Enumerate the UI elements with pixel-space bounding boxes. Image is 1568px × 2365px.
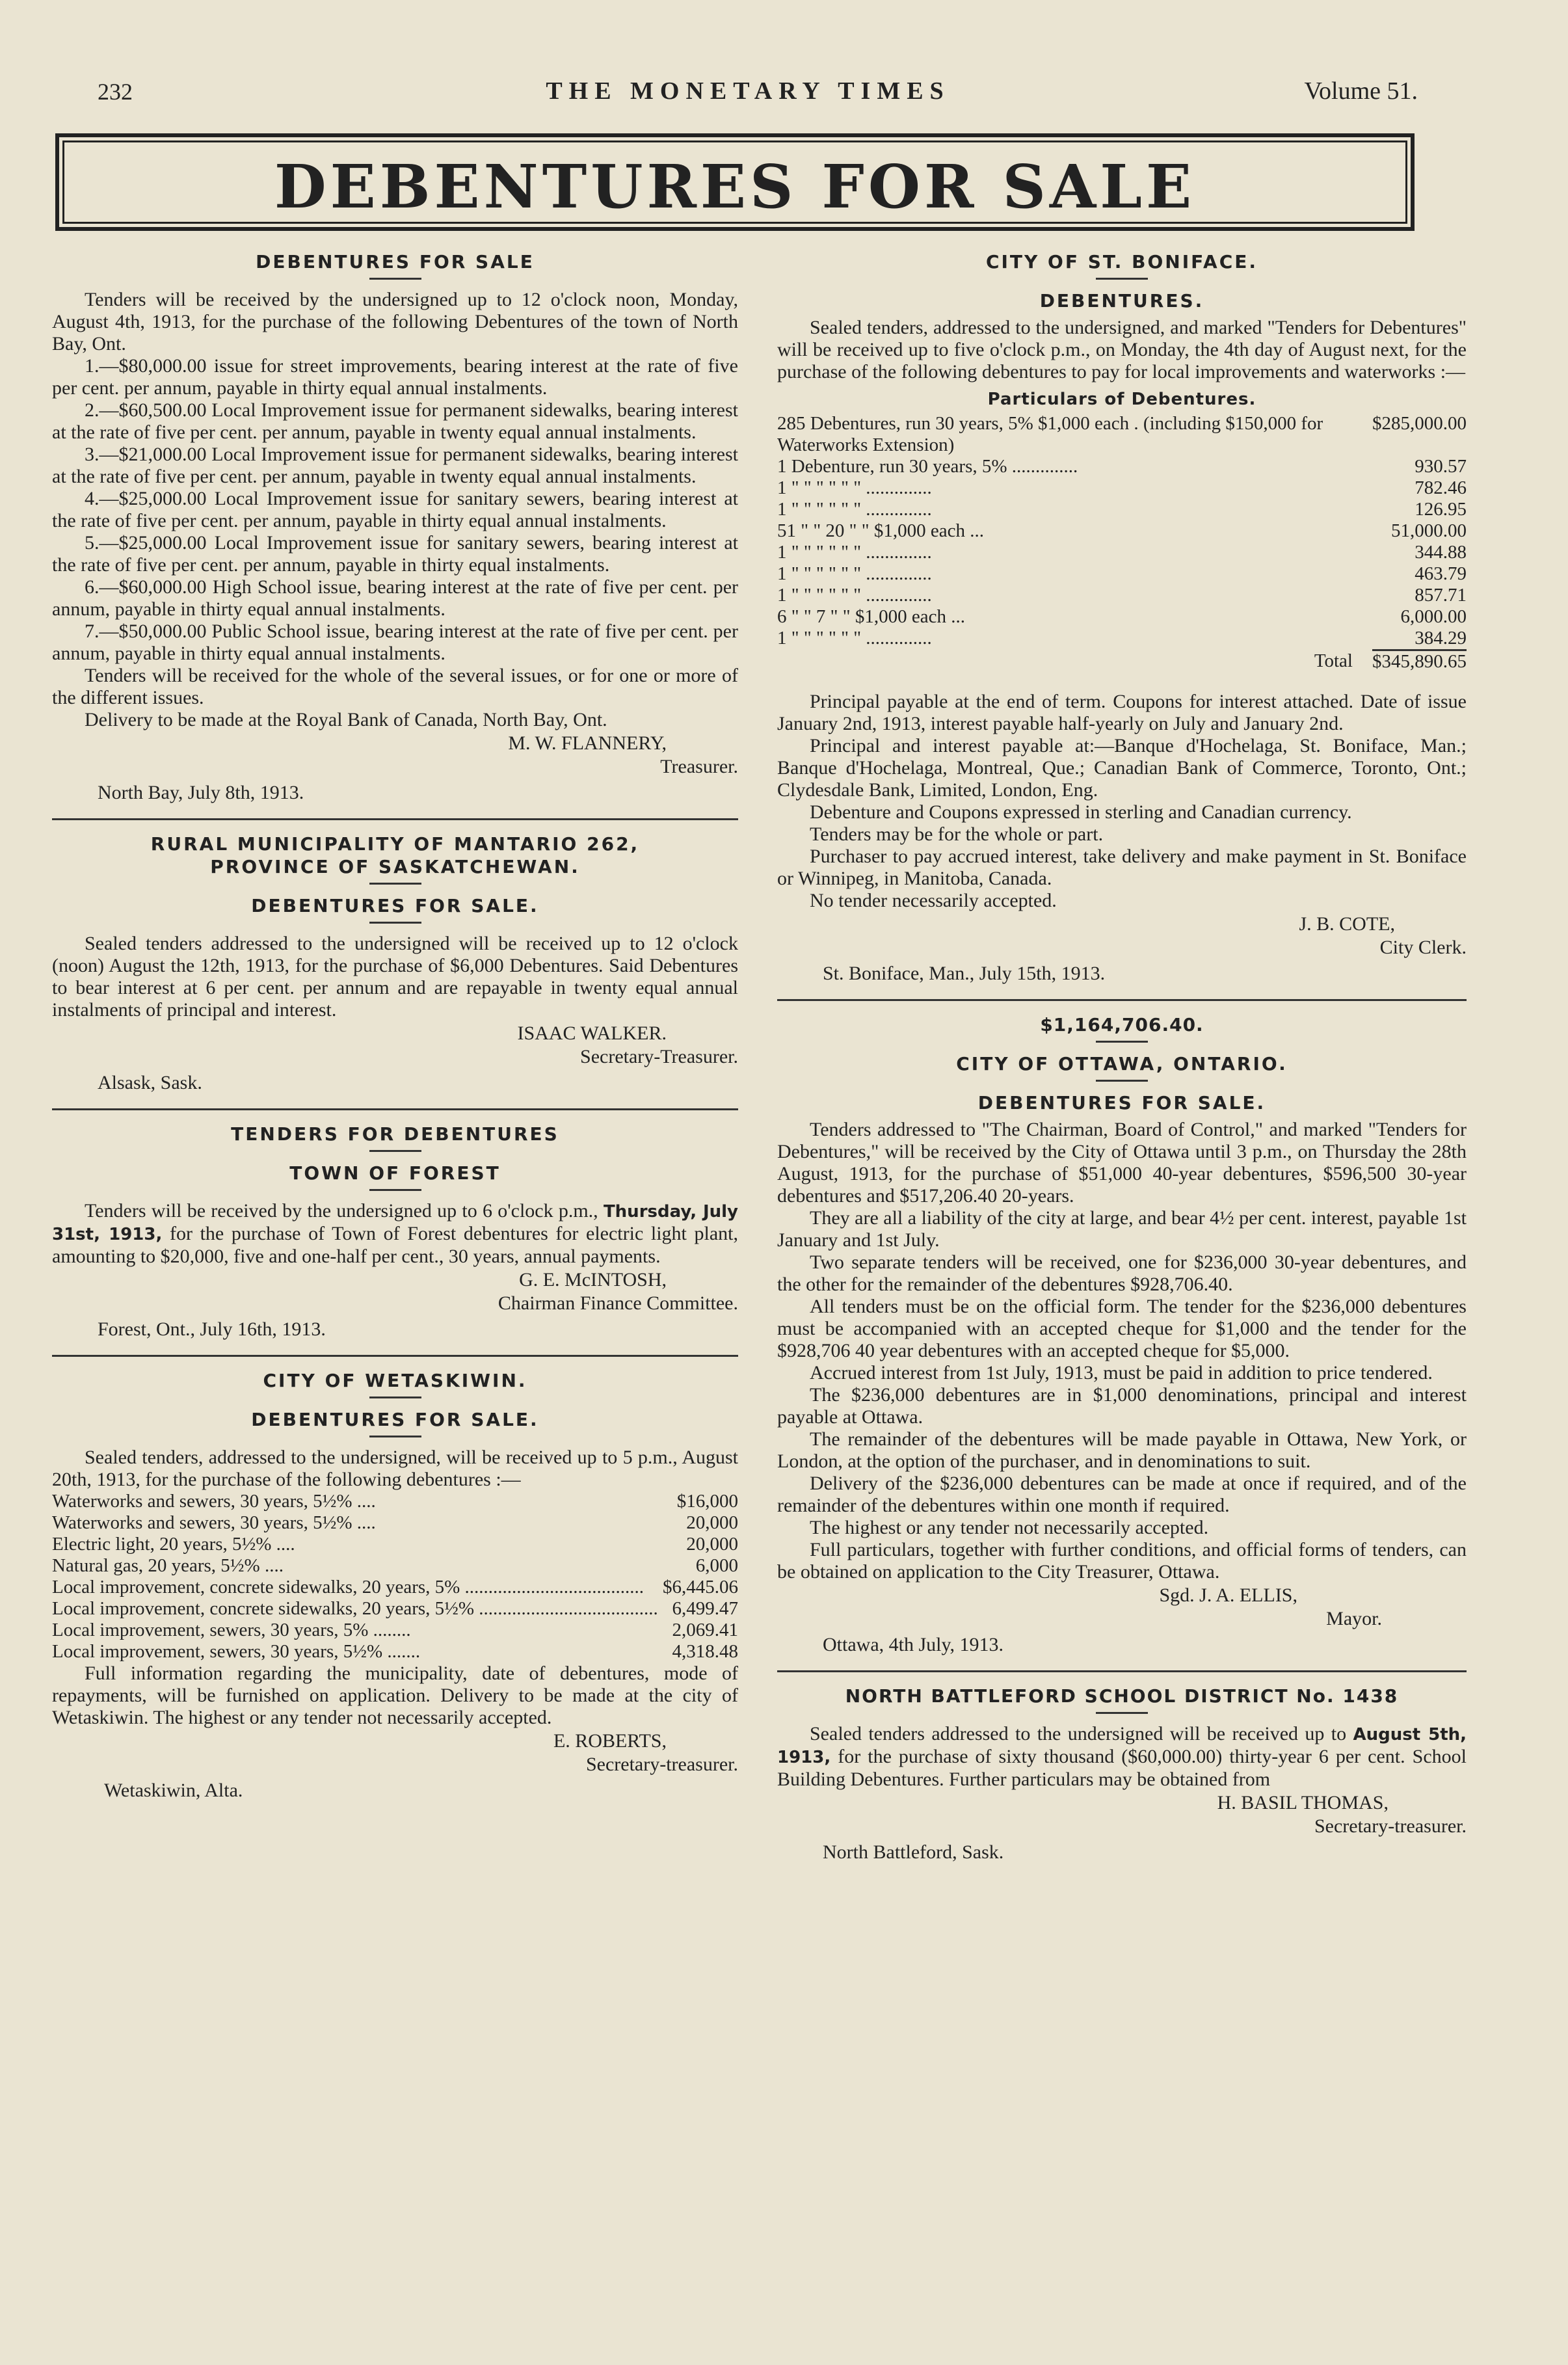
table-row	[777, 628, 1467, 650]
publication-title: THE MONETARY TIMES	[546, 77, 950, 105]
debenture-list	[52, 1491, 738, 1663]
row-amount: 782.46	[1415, 477, 1467, 498]
signer-name: E. ROBERTS,	[553, 1730, 667, 1752]
signer-name: M. W. FLANNERY,	[508, 732, 667, 754]
item-desc: Local improvement, concrete sidewalks, 20 years, 5½% ......................................	[52, 1598, 658, 1619]
item-desc: Local improvement, sewers, 30 years, 5% ........	[52, 1620, 411, 1640]
signer-name: H. BASIL THOMAS,	[1217, 1792, 1389, 1813]
notice-para: Principal and interest payable at:—Banque d'Hochelaga, St. Boniface, Man.; Banque d'Hochelaga, Montreal, Que.; Canadian Bank of Commerce, Toronto, Ont.; Clydesdale Bank, Limited, London, Eng.	[777, 735, 1467, 801]
total-row	[777, 650, 1467, 673]
table-row	[777, 542, 1467, 563]
notice-body: Sealed tenders addressed to the undersigned will be received up to 12 o'clock (noon) August the 12th, 1913, for the purchase of $6,000 Debentures. Said Debentures to bear interest at 6 per cent. per annum and are repayable in twenty equal annual instalments of principal and interest.	[52, 933, 738, 1021]
list-item	[52, 1555, 738, 1577]
notice-st-boniface	[777, 251, 1467, 985]
row-desc: 6 " " 7 " " $1,000 each ...	[777, 606, 965, 627]
list-item	[52, 1641, 738, 1663]
debenture-item: 7.—$50,000.00 Public School issue, bearing interest at the rate of five per cent. per annum, payable in thirty equal annual instalments.	[52, 621, 738, 664]
debenture-item: 5.—$25,000.00 Local Improvement issue for sanitary sewers, bearing interest at the rate of five per cent. per annum, payable in thirty equal instalments.	[52, 532, 738, 576]
signer-role: Treasurer.	[660, 756, 738, 777]
row-desc: 1 " " " " " " ..............	[777, 499, 932, 520]
notice-para: Tenders addressed to "The Chairman, Board of Control," and marked "Tenders for Debentures," will be received by the City of Ottawa until 3 p.m., on Thursday the 28th August, 1913, for the purchase of $51,000 40-year debentures, $596,500 30-year debentures and $517,206.40 20-years.	[777, 1119, 1467, 1207]
list-item	[52, 1491, 738, 1512]
item-desc: Local improvement, sewers, 30 years, 5½% .......	[52, 1641, 421, 1662]
body-text: for the purchase of sixty thousand ($60,000.00) thirty-year 6 per cent. School Building Debentures. Further particulars may be obtained from	[777, 1746, 1467, 1790]
row-desc: 285 Debentures, run 30 years, 5% $1,000 each . (including $150,000 for Waterworks Extension)	[777, 413, 1323, 455]
list-item	[52, 1577, 738, 1598]
notice-amount: $1,164,706.40.	[1040, 1014, 1204, 1036]
total-label: Total	[1314, 650, 1353, 671]
title-rule	[1096, 1080, 1148, 1082]
title-rule	[369, 1436, 421, 1437]
notice-para: Full particulars, together with further conditions, and official forms of tenders, can be obtained on application to the City Treasurer, Ottawa.	[777, 1539, 1467, 1583]
table-row	[777, 413, 1467, 456]
row-amount: 384.29	[1415, 628, 1467, 648]
item-desc: Local improvement, concrete sidewalks, 20 years, 5% ......................................	[52, 1577, 644, 1597]
row-amount: 463.79	[1415, 563, 1467, 584]
table-row	[777, 606, 1467, 628]
left-column	[52, 241, 738, 1802]
total-amount: $345,890.65	[1372, 651, 1467, 672]
notice-para: Purchaser to pay accrued interest, take delivery and make payment in St. Boniface or Winnipeg, in Manitoba, Canada.	[777, 846, 1467, 889]
item-desc: Electric light, 20 years, 5½% ....	[52, 1534, 295, 1555]
list-item	[52, 1512, 738, 1534]
title-rule	[369, 1150, 421, 1152]
volume-label: Volume 51.	[1304, 77, 1418, 105]
signer-role: Mayor.	[1326, 1608, 1382, 1629]
notice-para: The $236,000 debentures are in $1,000 denominations, principal and interest payable at Ottawa.	[777, 1384, 1467, 1428]
place-date: Forest, Ont., July 16th, 1913.	[98, 1318, 326, 1340]
signer-role: City Clerk.	[1379, 937, 1467, 958]
title-rule	[369, 278, 421, 280]
section-banner	[55, 133, 1415, 231]
right-column	[777, 241, 1467, 1864]
row-amount: $285,000.00	[1372, 413, 1467, 434]
title-rule	[369, 1396, 421, 1398]
row-desc: 51 " " 20 " " $1,000 each ...	[777, 520, 984, 541]
item-amount: 2,069.41	[672, 1620, 738, 1640]
notice-intro: Sealed tenders, addressed to the undersigned, and marked "Tenders for Debentures" will be received up to five o'clock p.m., on Monday, the 4th day of August next, for the purchase of the following debentures to pay for local improvements and waterworks :—	[777, 317, 1467, 382]
page-header	[78, 72, 1418, 117]
row-amount: 51,000.00	[1391, 520, 1467, 541]
item-desc: Waterworks and sewers, 30 years, 5½% ....	[52, 1512, 376, 1533]
row-amount: 6,000.00	[1400, 606, 1467, 627]
item-amount: 20,000	[686, 1534, 738, 1555]
spacer	[777, 673, 1467, 691]
signer-name: J. B. COTE,	[1299, 913, 1395, 935]
list-item	[52, 1534, 738, 1555]
notice-title: DEBENTURES FOR SALE	[256, 251, 535, 273]
notice-para: They are all a liability of the city at large, and bear 4½ per cent. interest, payable 1st January and 1st July.	[777, 1207, 1467, 1251]
notice-title: TENDERS FOR DEBENTURES	[231, 1123, 559, 1145]
section-separator	[52, 818, 738, 820]
item-desc: Waterworks and sewers, 30 years, 5½% ....	[52, 1491, 376, 1512]
place: Alsask, Sask.	[98, 1072, 202, 1093]
notice-subtitle: DEBENTURES.	[1039, 290, 1204, 312]
signer-name: ISAAC WALKER.	[517, 1022, 667, 1044]
signer-role: Secretary-treasurer.	[1314, 1815, 1467, 1837]
notice-title: RURAL MUNICIPALITY OF MANTARIO 262,	[150, 833, 640, 855]
signer-role: Secretary-treasurer.	[585, 1754, 738, 1775]
section-separator	[777, 1670, 1467, 1672]
table-row	[777, 456, 1467, 477]
title-rule	[369, 883, 421, 885]
place-date: St. Boniface, Man., July 15th, 1913.	[823, 963, 1106, 984]
notice-forest	[52, 1123, 738, 1341]
row-desc: 1 " " " " " " ..............	[777, 477, 932, 498]
notice-north-bay	[52, 251, 738, 804]
page-number: 232	[98, 79, 133, 105]
notice-para: Two separate tenders will be received, one for $236,000 30-year debentures, and the other for the remainder of the debentures $928,706.40.	[777, 1251, 1467, 1295]
place-date: North Bay, July 8th, 1913.	[98, 782, 304, 803]
notice-para: All tenders must be on the official form. The tender for the $236,000 debentures must be accompanied with an accepted cheque for $1,000 and the tender for the $928,706 40 year debentures with an accepted cheque for $5,000.	[777, 1296, 1467, 1361]
notice-title: CITY OF WETASKIWIN.	[263, 1370, 527, 1391]
row-desc: 1 " " " " " " ..............	[777, 542, 932, 563]
notice-para: The remainder of the debentures will be made payable in Ottawa, New York, or London, at the option of the purchaser, and in denominations to suit.	[777, 1428, 1467, 1472]
notice-para: Principal payable at the end of term. Coupons for interest attached. Date of issue January 2nd, 1913, interest payable half-yearly on July and January 2nd.	[777, 691, 1467, 734]
place-date: Ottawa, 4th July, 1913.	[823, 1634, 1004, 1655]
table-row	[777, 563, 1467, 585]
notice-wetaskiwin	[52, 1370, 738, 1802]
item-amount: $16,000	[676, 1491, 738, 1512]
table-row	[777, 585, 1467, 606]
signer-name: Sgd. J. A. ELLIS,	[1159, 1584, 1297, 1606]
notice-para: No tender necessarily accepted.	[810, 890, 1057, 911]
title-rule	[1096, 278, 1148, 280]
notice-intro: Tenders will be received by the undersigned up to 12 o'clock noon, Monday, August 4th, 1913, for the purchase of the following Debentures of the town of North Bay, Ont.	[52, 289, 738, 354]
tender-deadline: August 5th, 1913,	[777, 1725, 1467, 1767]
row-desc: 1 " " " " " " ..............	[777, 563, 932, 584]
section-separator	[777, 999, 1467, 1001]
notice-subtitle: DEBENTURES FOR SALE.	[977, 1092, 1266, 1114]
item-amount: 6,499.47	[672, 1598, 738, 1619]
notice-body	[52, 1200, 738, 1268]
body-text: for the purchase of Town of Forest debentures for electric light plant, amounting to $20,000, five and one-half per cent., 30 years, annual payments.	[52, 1223, 738, 1267]
notice-intro: Sealed tenders, addressed to the undersigned, will be received up to 5 p.m., August 20th, 1913, for the purchase of the following debentures :—	[52, 1447, 738, 1490]
signer-role: Secretary-Treasurer.	[580, 1046, 738, 1067]
body-text: Tenders will be received by the undersigned up to 6 o'clock p.m.,	[85, 1200, 604, 1222]
table-row	[777, 520, 1467, 542]
list-item	[52, 1620, 738, 1641]
particulars-table	[777, 413, 1467, 673]
item-amount: 4,318.48	[672, 1641, 738, 1662]
closing-note: Full information regarding the municipality, date of debentures, mode of repayments, will be furnished on application. Delivery to be made at the city of Wetaskiwin. The highest or any tender not necessarily accepted.	[52, 1663, 738, 1728]
notice-para: Tenders may be for the whole or part.	[810, 823, 1104, 845]
debenture-item: 4.—$25,000.00 Local Improvement issue for sanitary sewers, bearing interest at the rate of five per cent. per annum, payable in thirty equal annual instalments.	[52, 488, 738, 531]
debenture-item: 2.—$60,500.00 Local Improvement issue for permanent sidewalks, bearing interest at the rate of five per cent. per annum, payable in twenty equal annual instalments.	[52, 399, 738, 443]
item-amount: $6,445.06	[663, 1577, 738, 1597]
debenture-item: 1.—$80,000.00 issue for street improvements, bearing interest at the rate of five per cent. per annum, payable in thirty equal annual instalments.	[52, 355, 738, 399]
notice-subtitle: DEBENTURES FOR SALE.	[251, 895, 539, 916]
notice-subtitle: DEBENTURES FOR SALE.	[251, 1409, 539, 1430]
tender-deadline: Thursday, July 31st, 1913,	[52, 1202, 739, 1244]
table-row	[777, 477, 1467, 499]
row-desc: 1 " " " " " " ..............	[777, 628, 932, 648]
row-amount: 344.88	[1415, 542, 1467, 563]
place: North Battleford, Sask.	[823, 1841, 1004, 1863]
signer-name: G. E. McINTOSH,	[519, 1269, 667, 1290]
notice-para: Debenture and Coupons expressed in sterling and Canadian currency.	[810, 801, 1352, 823]
list-item	[52, 1598, 738, 1620]
debenture-item: 6.—$60,000.00 High School issue, bearing interest at the rate of five per cent. per annum, payable in thirty equal annual instalments.	[52, 576, 738, 620]
section-separator	[52, 1108, 738, 1110]
title-rule	[1096, 1041, 1148, 1043]
tenders-note: Tenders will be received for the whole of the several issues, or for one or more of the different issues.	[52, 665, 738, 708]
notice-north-battleford	[777, 1685, 1467, 1864]
item-amount: 6,000	[695, 1555, 738, 1576]
notice-title-line2: PROVINCE OF SASKATCHEWAN.	[210, 856, 580, 877]
body-text: Sealed tenders addressed to the undersigned will be received up to	[810, 1723, 1353, 1744]
notice-body	[777, 1723, 1467, 1791]
row-desc: 1 Debenture, run 30 years, 5% ..............	[777, 456, 1078, 477]
notice-para: The highest or any tender not necessarily accepted.	[810, 1517, 1209, 1538]
title-rule	[1096, 1712, 1148, 1714]
place: Wetaskiwin, Alta.	[104, 1780, 243, 1801]
signer-role: Chairman Finance Committee.	[498, 1292, 738, 1314]
title-rule	[369, 922, 421, 924]
banner-title: DEBENTURES FOR SALE	[274, 152, 1196, 222]
delivery-note: Delivery to be made at the Royal Bank of Canada, North Bay, Ont.	[85, 709, 607, 730]
table-row	[777, 499, 1467, 520]
row-desc: 1 " " " " " " ..............	[777, 585, 932, 606]
notice-subtitle: TOWN OF FOREST	[289, 1162, 501, 1184]
notice-mantario	[52, 833, 738, 1094]
item-desc: Natural gas, 20 years, 5½% ....	[52, 1555, 284, 1576]
notice-title: NORTH BATTLEFORD SCHOOL DISTRICT No. 1438	[845, 1685, 1399, 1707]
notice-para: Accrued interest from 1st July, 1913, must be paid in addition to price tendered.	[810, 1362, 1433, 1383]
notice-ottawa	[777, 1014, 1467, 1656]
row-amount: 930.57	[1415, 456, 1467, 477]
notice-title: CITY OF ST. BONIFACE.	[985, 251, 1258, 273]
row-amount: 857.71	[1415, 585, 1467, 606]
notice-title: CITY OF OTTAWA, ONTARIO.	[956, 1053, 1288, 1075]
title-rule	[369, 1189, 421, 1191]
notice-para: Delivery of the $236,000 debentures can be made at once if required, and of the remainder of the debentures within one month if required.	[777, 1473, 1467, 1516]
debenture-item: 3.—$21,000.00 Local Improvement issue for permanent sidewalks, bearing interest at the rate of five per cent. per annum, payable in twenty equal annual instalments.	[52, 444, 738, 487]
row-amount: 126.95	[1415, 499, 1467, 520]
section-separator	[52, 1355, 738, 1357]
particulars-heading: Particulars of Debentures.	[987, 390, 1256, 409]
item-amount: 20,000	[686, 1512, 738, 1533]
